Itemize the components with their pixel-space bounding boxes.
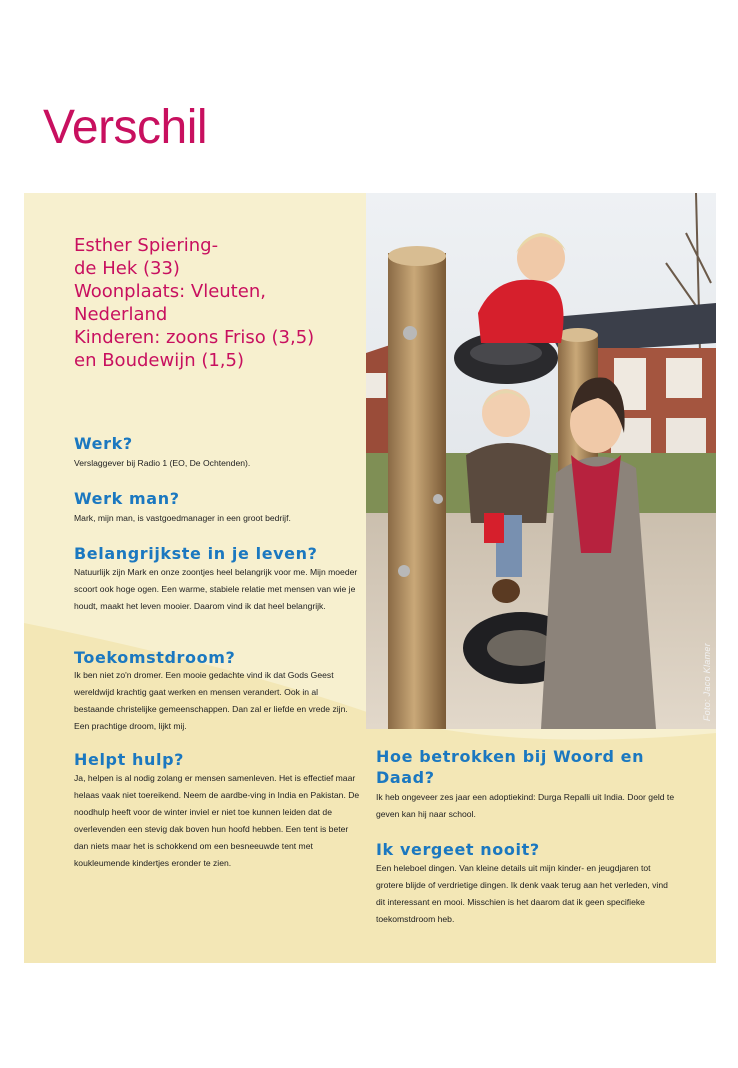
profile-line: en Boudewijn (1,5) [74,350,244,371]
question-ik-vergeet-nooit: Ik vergeet nooit? [376,840,540,859]
answer-helpt-hulp: Ja, helpen is al nodig zolang er mensen samenleven. Het is effectief maar helaas vaak niet toereikend. Neem de aardbe-ving in India en Pakistan. De noodhulp heeft voor de winter inviel er niet toe kunnen leiden dat de overlevenden een stevig dak boven hun hoofd hebben. Een tent is beter dan niets maar het is schokkend om een besneeuwde tent met koukleumende kindertjes eronder te zien. [74,773,360,868]
answer-ik-vergeet-nooit: Een heleboel dingen. Van kleine details uit mijn kinder- en jeugdjaren tot grotere blijde of verdrietige dingen. Ik denk vaak terug aan het verleden, vind dit interessant en mooi. Misschien is het daarom dat ik geen specifieke toekomstdroom heb. [376,863,668,924]
question-toekomstdroom: Toekomstdroom? [74,648,236,667]
answer-werk-man: Mark, mijn man, is vastgoedmanager in een groot bedrijf. [74,513,291,523]
answer-belangrijkste: Natuurlijk zijn Mark en onze zoontjes heel belangrijk voor me. Mijn moeder scoort ook hoge ogen. Een warme, stabiele relatie met mensen van wie je houdt, maakt het leven mooier. Daarom vind ik dat heel belangrijk. [74,567,358,611]
answer-werk: Verslaggever bij Radio 1 (EO, De Ochtenden). [74,458,251,468]
profile-line: Woonplaats: Vleuten, [74,281,266,302]
profile-line: Kinderen: zoons Friso (3,5) [74,327,315,348]
profile-line: de Hek (33) [74,258,180,279]
answer-woord-en-daad: Ik heb ongeveer zes jaar een adoptiekind: Durga Repalli uit India. Door geld te geven kan hij naar school. [376,792,675,819]
profile-line: Esther Spiering- [74,235,219,256]
profile-line: Nederland [74,304,168,325]
question-werk-man: Werk man? [74,489,180,508]
question-woord-en-daad: Hoe betrokken bij Woord en Daad? [376,747,645,787]
profile-intro [74,234,364,372]
answer-toekomstdroom: Ik ben niet zo'n dromer. Een mooie gedachte vind ik dat Gods Geest wereldwijd krachtig gaat werken en mensen verandert. Ook in al bestaande christelijke gemeenschappen. Dan zal er liefde en vrede zijn. Een prachtige droom, lijkt mij. [74,670,348,731]
question-werk: Werk? [74,434,133,453]
question-belangrijkste: Belangrijkste in je leven? [74,544,318,563]
family-photo [366,193,716,729]
photo-credit: Foto: Jaco Klamer [702,642,712,721]
question-helpt-hulp: Helpt hulp? [74,750,184,769]
page-title: Verschil [43,101,208,154]
playground-photo-illustration [366,193,716,729]
